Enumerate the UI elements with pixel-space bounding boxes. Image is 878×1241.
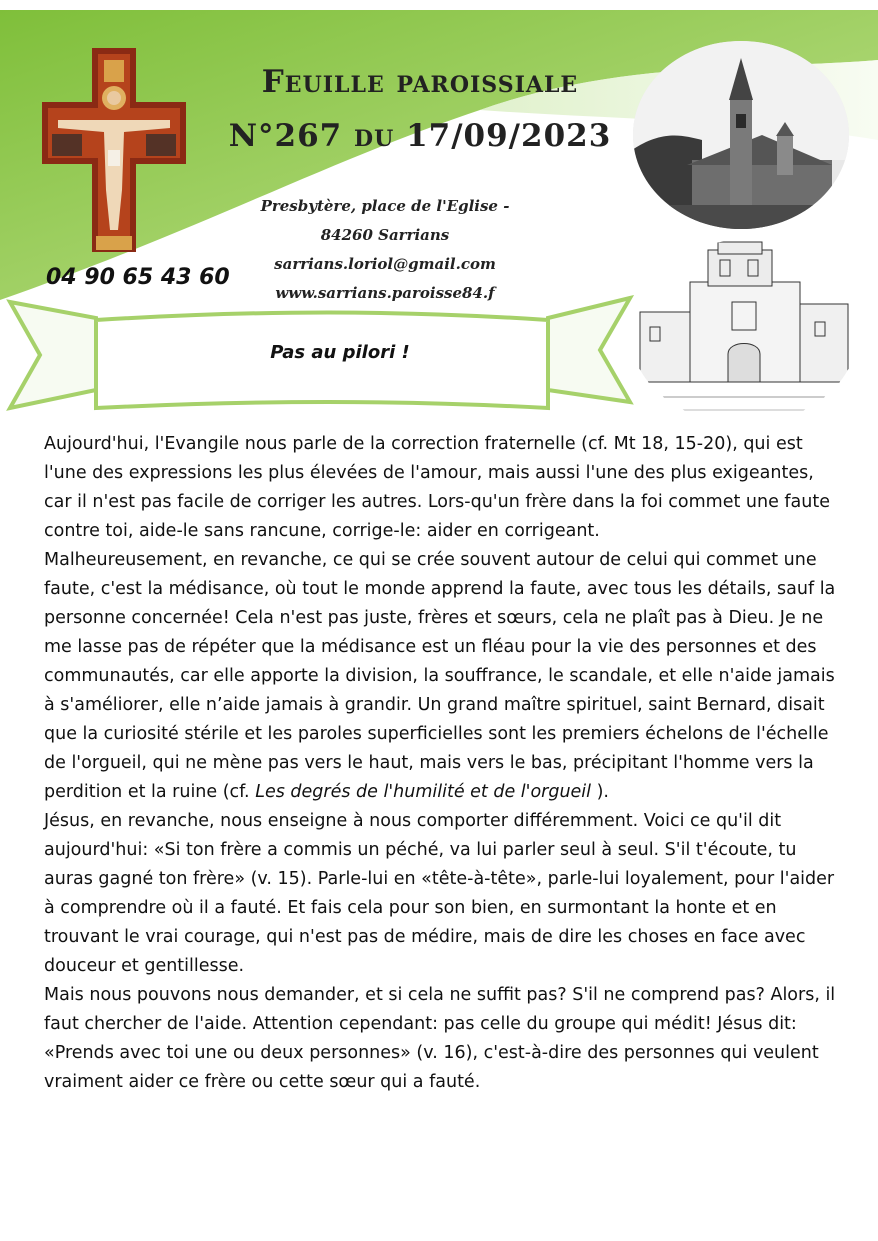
address-line-1: Presbytère, place de l'Eglise -	[260, 197, 510, 215]
article-paragraph-2	[44, 546, 844, 807]
church-drawing	[630, 232, 858, 422]
title-line-2: N°267 du 17/09/2023	[228, 118, 612, 154]
address-line-2: 84260 Sarrians	[320, 226, 450, 244]
church-photo	[632, 40, 850, 230]
title-line-1: Feuille paroissiale	[261, 64, 579, 100]
newsletter-title	[200, 55, 640, 163]
paragraph-2-text: Malheureusement, en revanche, ce qui se crée souvent autour de celui qui commet une faute, c'est la médisance, où tout le monde apprend la faute, avec tous les détails, sauf la personne concernée! Cela n'est pas juste, frères et sœurs, cela ne plaît pas à Dieu. Je ne me lasse pas de répéter que la médisance est un fléau pour la vie des personnes et des communautés, car elle apporte la division, la souffrance, le scandale, et elle n'aide jamais à s'améliorer, elle n’aide jamais à grandir. Un grand maître spirituel, saint Bernard, disait que la curiosité stérile et les paroles superficielles sont les premiers échelons de l'échelle de l'orgueil, qui ne mène pas vers le haut, mais vers le bas, précipitant l'homme vers la perdition et la ruine (cf.	[44, 550, 836, 802]
crucifix-image	[38, 40, 190, 255]
email-link[interactable]: sarrians.loriol@gmail.com	[274, 255, 496, 273]
book-title: Les degrés de l'humilité et de l'orgueil	[255, 782, 592, 802]
article-body	[44, 430, 844, 1097]
article-paragraph-1: Aujourd'hui, l'Evangile nous parle de la correction fraternelle (cf. Mt 18, 15-20), qui est l'une des expressions les plus élevées de l'amour, mais aussi l'une des plus exigeantes, car il n'est pas facile de corriger les autres. Lors-qu'un frère dans la foi commet une faute contre toi, aide-le sans rancune, corrige-le: aider en corrigeant.	[44, 434, 831, 541]
article-paragraph-3: Jésus, en revanche, nous enseigne à nous comporter différemment. Voici ce qu'il dit aujourd'hui: «Si ton frère a commis un péché, va lui parler seul à seul. S'il t'écoute, tu auras gagné ton frère» (v. 15). Parle-lui en «tête-à-tête», parle-lui loyalement, pour l'aider à comprendre où il a fauté. Et fais cela pour son bien, en surmontant la honte et en trouvant le vrai courage, qui n'est pas de médire, mais de dire les choses en face avec douceur et gentillesse.	[44, 811, 835, 976]
phone-number: 04 90 65 43 60	[46, 265, 230, 290]
paragraph-2-end: ).	[591, 782, 609, 802]
website-link[interactable]: www.sarrians.paroisse84.f	[275, 284, 495, 302]
article-title: Pas au pilori !	[270, 342, 410, 363]
article-paragraph-4: Mais nous pouvons nous demander, et si cela ne suffit pas? S'il ne comprend pas? Alors, il faut chercher de l'aide. Attention cependant: pas celle du groupe qui médit! Jésus dit: «Prends avec toi une ou deux personnes» (v. 16), c'est-à-dire des personnes qui veulent vraiment aider ce frère ou cette sœur qui a fauté.	[44, 985, 836, 1092]
